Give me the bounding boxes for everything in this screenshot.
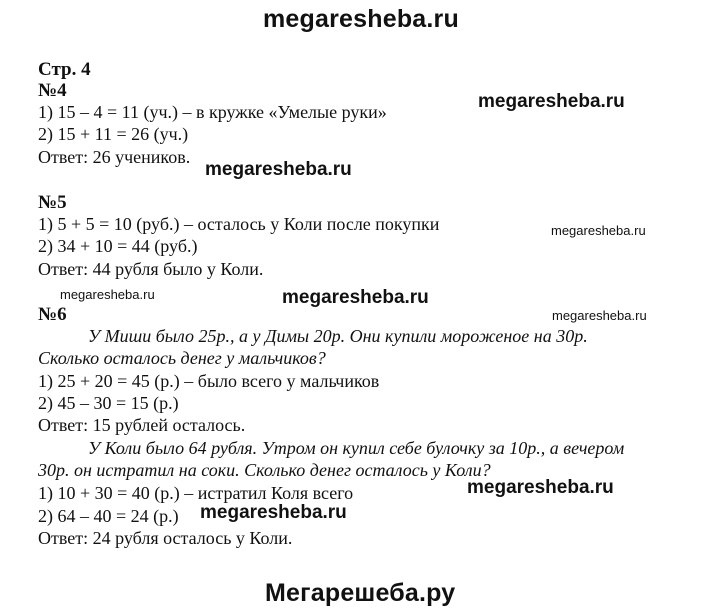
task6-problem1-line1: У Миши было 25р., а у Димы 20р. Они купили мороженое на 30р.	[88, 326, 588, 346]
task5-line1: 1) 5 + 5 = 10 (руб.) – осталось у Коли после покупки	[38, 214, 440, 234]
watermark-text: megaresheba.ru	[467, 477, 614, 498]
task6-p2-step1: 1) 10 + 30 = 40 (р.) – истратил Коля всего	[38, 483, 354, 503]
task6-problem1-line2: Сколько осталось денег у мальчиков?	[38, 348, 326, 368]
task6-p1-step2: 2) 45 – 30 = 15 (р.)	[38, 393, 179, 413]
task6-p1-answer: Ответ: 15 рублей осталось.	[38, 415, 246, 435]
task5-answer: Ответ: 44 рубля было у Коли.	[38, 259, 264, 279]
task6-number: №6	[38, 304, 67, 325]
task6-problem2-line2: 30р. он истратил на соки. Сколько денег осталось у Коли?	[38, 460, 491, 480]
task4-number: №4	[38, 80, 67, 101]
watermark-text: megaresheba.ru	[60, 287, 155, 302]
watermark-text: megaresheba.ru	[478, 91, 625, 112]
task4-answer: Ответ: 26 учеников.	[38, 147, 191, 167]
task5-line2: 2) 34 + 10 = 44 (руб.)	[38, 236, 198, 256]
watermark-text: megaresheba.ru	[282, 287, 429, 308]
header-watermark: megaresheba.ru	[263, 5, 459, 33]
task6-p2-answer: Ответ: 24 рубля осталось у Коли.	[38, 528, 293, 548]
page-label: Стр. 4	[38, 59, 91, 80]
task6-p2-step2: 2) 64 – 40 = 24 (р.)	[38, 506, 179, 526]
watermark-text: megaresheba.ru	[200, 502, 347, 523]
task4-line1: 1) 15 – 4 = 11 (уч.) – в кружке «Умелые руки»	[38, 102, 387, 122]
watermark-text: megaresheba.ru	[205, 159, 352, 180]
task4-line2: 2) 15 + 11 = 26 (уч.)	[38, 124, 189, 144]
task6-problem2-line1: У Коли было 64 рубля. Утром он купил себе булочку за 10р., а вечером	[88, 438, 625, 458]
footer-watermark: Мегарешеба.ру	[265, 579, 456, 607]
task5-number: №5	[38, 192, 67, 213]
watermark-text: megaresheba.ru	[552, 308, 647, 323]
task6-p1-step1: 1) 25 + 20 = 45 (р.) – было всего у мальчиков	[38, 371, 380, 391]
watermark-text: megaresheba.ru	[551, 223, 646, 238]
